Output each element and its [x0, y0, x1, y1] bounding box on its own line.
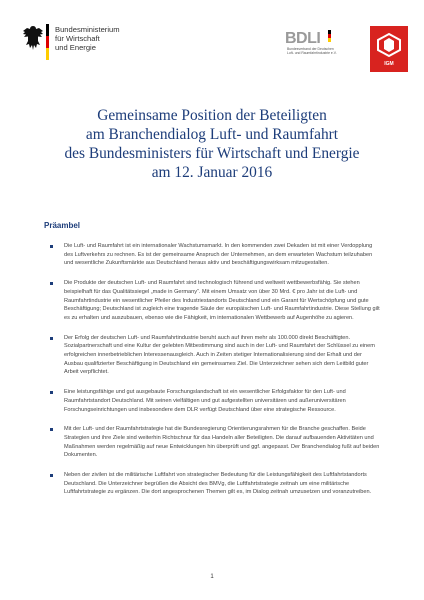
igm-emblem-icon: [374, 32, 404, 58]
flag-stripe-gold: [46, 48, 49, 60]
bdli-subtitle: [287, 47, 337, 55]
bullet-marker: [50, 282, 53, 285]
german-flag-bar: [46, 24, 49, 60]
flag-stripe-red: [46, 36, 49, 48]
list-item: [50, 242, 380, 268]
title-line: des Bundesministers für Wirtschaft und Energie: [64, 145, 360, 162]
bdli-subtitle-line: Bundesverband der Deutschen: [287, 47, 334, 51]
list-item: [50, 425, 380, 460]
paragraph-text: Die Produkte der deutschen Luft- und Raumfahrt sind technologisch führend und weltweit wettbewerbsfähig. Sie stehen beispielhaft für das Qualitätssiegel „made in Germany“. Mit einem Umsatz von über 30 Mrd. € pro Jahr ist die Luft- und Raumfahrtindustrie ein wesentlicher Pfeiler des Industriestandorts Deutschland und ein Garant für Wertschöpfung und gute Beschäftigung; Deutschland ist zugleich eine tragende Säule der europäischen Luft- und Raumfahrtindustrie. Diese Stellung gilt es zu erhalten und auszubauen, ebenso wie die Fähigkeit, im internationalen Wettbewerb auf Augenhöhe zu agieren.: [64, 280, 380, 321]
ministry-name-line: Bundesministerium: [55, 25, 120, 34]
ministry-logo: [22, 24, 132, 64]
list-item: [50, 279, 380, 323]
bdli-logo: [285, 28, 345, 66]
ministry-name: [55, 25, 120, 53]
bullet-marker: [50, 428, 53, 431]
document-title: [30, 106, 394, 182]
list-item: [50, 471, 380, 497]
bullet-marker: [50, 245, 53, 248]
title-line: Gemeinsame Position der Beteiligten: [97, 107, 327, 124]
bullet-marker: [50, 391, 53, 394]
federal-eagle-icon: [22, 24, 44, 52]
igm-logo-text: IGM: [384, 61, 394, 67]
paragraph-text: Die Luft- und Raumfahrt ist ein internationaler Wachstumsmarkt. In den kommenden zwei Dekaden ist mit einer Verdopplung des Luftverkehrs zu rechnen. Es ist der gemeinsame Anspruch der Unternehmen, an dem erwarteten Wachstum teilzuhaben und wesentliche Zukunftsmärkte aus Deutschland heraus aktiv und beschäftigungswirksam mitzugestalten.: [64, 243, 373, 267]
flag-stripe-black: [46, 24, 49, 36]
paragraph-text: Der Erfolg der deutschen Luft- und Raumfahrtindustrie beruht auch auf ihren mehr als 100.000 direkt Beschäftigten. Sozialpartnerschaft und eine Kultur der gelebten Mitbestimmung sind auch in der Luft- und Raumfahrt der Schlüssel zu einem erfolgreichen innerbetrieblichen Interessenausgleich. Auch in Zeiten stetiger Internationalisierung sind der Erhalt und der Ausbau qualifizierter Beschäftigung in Deutschland ein gemeinsames Ziel. Die Unterzeichner sehen sich dem Leitbild guter Arbeit verpflichtet.: [64, 334, 375, 376]
title-line: am 12. Januar 2016: [151, 164, 273, 181]
bdli-subtitle-line: Luft- und Raumfahrtindustrie e.V.: [287, 51, 337, 55]
igm-logo: [370, 26, 408, 72]
page-header: [0, 0, 424, 70]
title-line: am Branchendialog Luft- und Raumfahrt: [85, 126, 339, 143]
list-item: [50, 334, 380, 378]
section-heading: Präambel: [44, 221, 81, 230]
bdli-wordmark: [285, 28, 341, 46]
list-item: [50, 388, 380, 414]
ministry-name-line: für Wirtschaft: [55, 34, 100, 44]
bullet-marker: [50, 474, 53, 477]
paragraph-text: Mit der Luft- und der Raumfahrtstrategie hat die Bundesregierung Orientierungsrahmen für die Branche geschaffen. Beide Strategien und ihre Ziele sind weiterhin Richtschnur für das Handeln aller Beteiligten. Die darauf aufbauenden Aktivitäten und Maßnahmen werden regelmäßig auf neue Entwicklungen hin überprüft und ggf. angepasst. Der Branchendialog fußt auf beiden Dokumenten.: [64, 426, 380, 459]
page-number: 1: [210, 574, 214, 580]
ministry-name-line: und Energie: [55, 43, 96, 53]
paragraph-text: Eine leistungsfähige und gut ausgebaute Forschungslandschaft ist ein wesentlicher Erfolgsfaktor für den Luft- und Raumfahrtstandort Deutschland. Mit seinen vielfältigen und gut aufgestellten universitären und außeruniversitären Forschungseinrichtungen und insbesondere dem DLR verfügt Deutschland über eine strategische Ressource.: [64, 389, 346, 413]
bdli-mark-text: BDLI: [285, 30, 321, 46]
bullet-list: [50, 242, 380, 508]
paragraph-text: Neben der zivilen ist die militärische Luftfahrt von strategischer Bedeutung für die Leistungsfähigkeit des Luftfahrtstandorts Deutschland. Die Unterzeichner begrüßen die Absicht des BMVg, die Luftfahrtstrategie zeitnah um eine militärische Luftfahrtstrategie zu ergänzen. Die dort angesprochenen Themen gilt es, im Dialog zeitnah umzusetzen und voranzutreiben.: [64, 472, 372, 496]
bullet-marker: [50, 337, 53, 340]
